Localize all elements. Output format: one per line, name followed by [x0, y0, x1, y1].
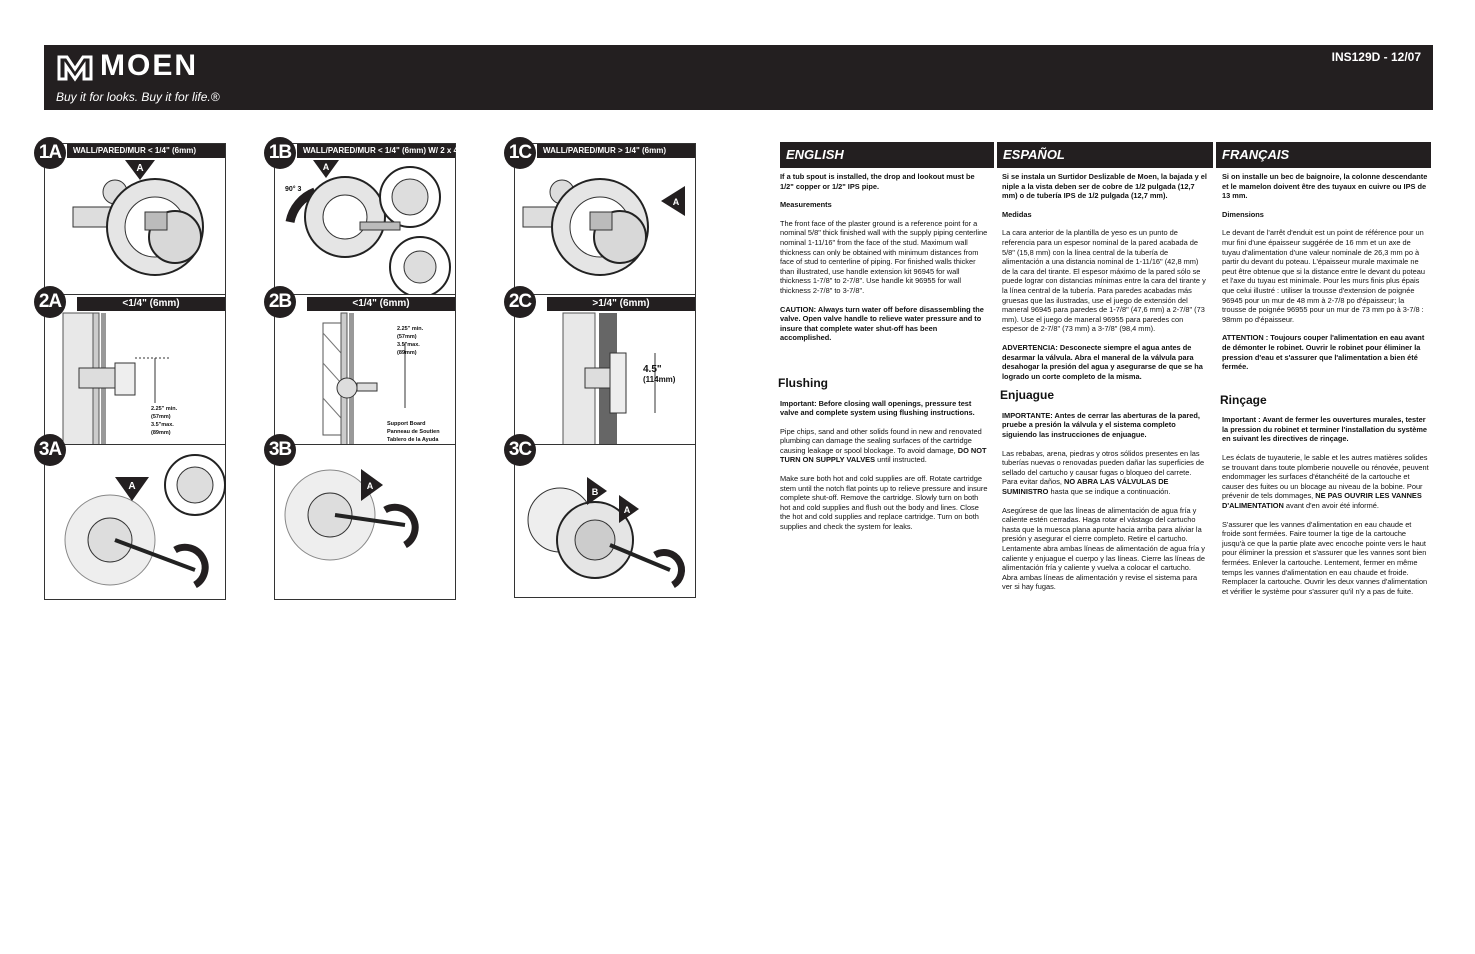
- cartridge-removal-illustration: [515, 445, 695, 597]
- panel-2b: [274, 294, 456, 446]
- dimension-labels: 2.25" min. (57mm) 3.5"max. (89mm): [151, 406, 178, 436]
- callout-arrow-a: [619, 495, 639, 523]
- espanol-flushing-p2: Asegúrese de que las líneas de alimentación de agua fría y caliente estén cerradas. Haga rotar el vástago del cartucho hasta que la muesca plana apunte hacia arriba para aliviar la presión y asegurar el cierre completo. Retire el cartucho. Lentamente abra ambas líneas de alimentación de agua fría y caliente y enjuague el cuerpo y las líneas. Cierre las líneas de alimentación fría y caliente y vuelva a colocar el cartucho. Abra ambas líneas de alimentación y revise el sistema para ver si hay fugas.: [1002, 505, 1205, 592]
- panel-label: WALL/PARED/MUR > 1/4" (6mm): [537, 144, 695, 158]
- wall-section-illustration: [45, 313, 225, 445]
- espanol-flushing-important: IMPORTANTE: Antes de cerrar las aberturas de la pared, pruebe a presión la válvula y el sistema completo siguiendo las instrucciones de enjuague.: [1002, 410, 1200, 440]
- svg-text:A: A: [366, 481, 374, 491]
- callout-arrow-a: [115, 477, 149, 503]
- francais-column: [1222, 172, 1430, 605]
- callout-arrow-a: [661, 186, 687, 216]
- espanol-measurements-title: Medidas: [1002, 209, 1032, 219]
- english-flushing-title: Flushing: [778, 375, 828, 390]
- step-badge-2b: 2B: [264, 286, 296, 318]
- step-badge-1c: 1C: [504, 137, 536, 169]
- panel-2c: [514, 294, 696, 446]
- header-banner: [44, 45, 1433, 110]
- step-badge-2c: 2C: [504, 286, 536, 318]
- svg-text:A: A: [128, 481, 136, 492]
- step-badge-3a: 3A: [34, 434, 66, 466]
- francais-flushing-title: Rinçage: [1220, 392, 1267, 407]
- espanol-caution: ADVERTENCIA: Desconecte siempre el agua antes de desarmar la válvula. Abra el maneral de la válvula para desahogar la presión del agua y asegurarse de que se ha logrado un corte completo de la misma.: [1002, 342, 1203, 381]
- english-column: [780, 172, 990, 541]
- english-flushing-p2: Make sure both hot and cold supplies are off. Rotate cartridge stem until the notch flat points up to relieve pressure and insure complete shut-off. Remove the cartridge. Slowly turn on both hot and cold supplies and flush out the body and lines. Close the hot and cold supplies and replace cartridge. Turn on both supplies and check the system for leaks.: [780, 474, 988, 532]
- brand-name: MOEN: [100, 49, 198, 82]
- step-badge-1b: 1B: [264, 137, 296, 169]
- english-flushing-important: Important: Before closing wall openings, pressure test valve and complete system using flushing instructions.: [780, 398, 975, 418]
- espanol-flushing-p1: Las rebabas, arena, piedras y otros sólidos presentes en las tuberías nuevas o renovadas pueden dañar las superficies de sellado del cartucho y causar fugas o bloqueo del carrete. Para evitar daños, NO ABRA LAS VÁLVULAS DE SUMINISTRO hasta que se indique a continuación.: [1002, 448, 1205, 497]
- english-intro: If a tub spout is installed, the drop and lookout must be 1/2" copper or 1/2" IPS pipe.: [780, 172, 975, 191]
- english-measurements-title: Measurements: [780, 200, 832, 210]
- panel-3b: [274, 444, 456, 600]
- panel-label: <1/4" (6mm): [307, 297, 455, 311]
- valve-illustration: [520, 162, 670, 287]
- panel-1a: [44, 143, 226, 295]
- svg-text:B: B: [591, 487, 599, 497]
- callout-arrow-b: [587, 477, 607, 505]
- valve-illustration: [280, 162, 455, 292]
- step-badge-2a: 2A: [34, 286, 66, 318]
- step-badge-3b: 3B: [264, 434, 296, 466]
- francais-flushing-important: Important : Avant de fermer les ouvertures murales, tester la pression du robinet et terminer l'installation du système en suivant les directives de rinçage.: [1222, 415, 1428, 444]
- espanol-column: [1002, 172, 1207, 601]
- english-measurements: The front face of the plaster ground is a reference point for a nominal 5/8" thick finished wall with the supply piping centerline nominal 1-11/16" from the face of the stud. Maximum wall thickness can only be obtained with minimum distances from face of stud to centerline of piping. For finished walls thicker than illustrated, use handle extension kit 96945 for wall thickness 1-7/8" to 2-7/8". Use handle kit 96955 for wall thickness 2-7/8" to 3-7/8".: [780, 218, 988, 295]
- callout-arrow-a: [361, 469, 383, 501]
- panel-label: WALL/PARED/MUR < 1/4" (6mm) W/ 2 x 4 Support: [297, 144, 455, 158]
- english-flushing-p1: Pipe chips, sand and other solids found in new and renovated plumbing can damage the sealing surfaces of the cartridge causing leakage or spool blockage. To avoid damage, DO NOT TURN ON SUPPLY VALVES until instructed.: [780, 426, 987, 465]
- dimension-labels: 2.25" min. (57mm) 3.5"max. (89mm): [397, 326, 424, 356]
- francais-intro: Si on installe un bec de baignoire, la colonne descendante et le mamelon doivent être des tuyaux en cuivre ou IPS de 13 mm.: [1222, 172, 1428, 201]
- francais-measurements: Le devant de l'arrêt d'enduit est un point de référence pour un mur fini d'une épaisseur suggérée de 16 mm et un axe de tuyau d'alimentation d'une valeur nominale de 26,3 mm po à partir du devant du poteau. L'épaisseur murale maximale ne peut être obtenue que si la distance entre le devant du poteau et l'axe du tuyau est minimale. Pour les murs finis plus épais que celui illustré : utiliser la trousse d'extension de poignée 96945 pour un mur de 48 mm à 2-7/8 po d'épaisseur; la trousse de poignée 96955 pour un mur de 73 mm po à 3-7/8 : 98mm po d'épaisseur.: [1222, 228, 1425, 324]
- espanol-measurements: La cara anterior de la plantilla de yeso es un punto de referencia para un espesor nominal de la pared acabada de 5/8" (15,8 mm) con la línea central de la tubería de alimentación a una distancia nominal de 1-11/16" (42,8 mm) de la cara del tirante. El espesor máximo de la pared sólo se puede lograr con distancias mínimas entre la cara del tirante y la línea central de la tubería. Para paredes acabadas más gruesas que las ilustradas, use el juego de extensión del maneral 96945 para paredes de 1-7/8" (47,6 mm) a 2-7/8" (73 mm). Use el juego de maneral 96955 para paredes con espesor de 2-7/8" (73 mm) a 3-7/8" (98,4 mm).: [1002, 228, 1206, 334]
- svg-text:A: A: [623, 505, 631, 515]
- francais-caution: ATTENTION : Toujours couper l'alimentation en eau avant de démonter le robinet. Ouvrir le robinet pour éliminer la pression d'eau et s'assurer que l'alimentation a bien été fermée.: [1222, 333, 1425, 372]
- francais-flushing-p1: Les éclats de tuyauterie, le sable et les autres matières solides se trouvant dans toute plomberie nouvelle ou rénovée, peuvent endommager les surfaces d'étanchéité de la cartouche et causer des fuites ou un blocage au niveau de la bobine. Pour prévenir de tels dommages, NE PAS OUVRIR LES VANNES D'ALIMENTATION avant d'en avoir été informé.: [1222, 453, 1429, 511]
- moen-logo-icon: [56, 53, 94, 83]
- panel-label: >1/4" (6mm): [547, 297, 695, 311]
- english-heading: ENGLISH: [780, 142, 994, 168]
- english-caution: CAUTION: Always turn water off before disassembling the valve. Open valve handle to relieve water pressure and to insure that complete water shut-off has been accomplished.: [780, 304, 984, 343]
- tagline: Buy it for looks. Buy it for life.®: [56, 90, 220, 104]
- espanol-intro: Si se instala un Surtidor Deslizable de Moen, la bajada y el niple a la vista deben ser de cobre de 1/2 pulgada (12,7 mm) o de tubería IPS de 1/2 pulgada (12,7 mm).: [1002, 172, 1207, 201]
- panel-label: WALL/PARED/MUR < 1/4" (6mm): [67, 144, 225, 158]
- callout-arrow-a: [313, 160, 339, 180]
- cartridge-removal-illustration: [45, 445, 225, 599]
- panel-3a: [44, 444, 226, 600]
- panel-label: <1/4" (6mm): [77, 297, 225, 311]
- francais-flushing-p2: S'assurer que les vannes d'alimentation en eau chaude et froide sont fermées. Faire tourner la tige de la cartouche jusqu'à ce que la partie plate avec encoche pointe vers le haut pour éliminer la pression et s'assurer que les vannes sont bien fermées. Enlever la cartouche. Lentement, fermer en même temps les vannes d'alimentation en eau chaude et froide. Remplacer la cartouche. Ouvrir les deux vannes d'alimentation et vérifier le système pour s'assurer qu'il n'y a pas de fuite.: [1222, 519, 1428, 596]
- panel-2a: [44, 294, 226, 446]
- svg-text:A: A: [672, 197, 680, 207]
- callout-arrow-a: [125, 160, 155, 182]
- rotation-label: 90° 3: [285, 186, 302, 193]
- support-board-label: Support Board Panneau de Soutien Tablero de la Ayuda: [387, 421, 440, 443]
- svg-text:A: A: [322, 162, 330, 172]
- panel-3c: [514, 444, 696, 598]
- francais-heading: FRANÇAIS: [1216, 142, 1431, 168]
- francais-measurements-title: Dimensions: [1222, 209, 1264, 219]
- step-badge-3c: 3C: [504, 434, 536, 466]
- document-number: INS129D - 12/07: [1331, 50, 1421, 64]
- espanol-flushing-title: Enjuague: [1000, 388, 1055, 403]
- panel-1c: [514, 143, 696, 295]
- svg-text:A: A: [136, 163, 144, 174]
- dimension-labels: 4.5" (114mm): [643, 364, 676, 384]
- step-badge-1a: 1A: [34, 137, 66, 169]
- panel-1b: [274, 143, 491, 295]
- espanol-heading: ESPAÑOL: [997, 142, 1213, 168]
